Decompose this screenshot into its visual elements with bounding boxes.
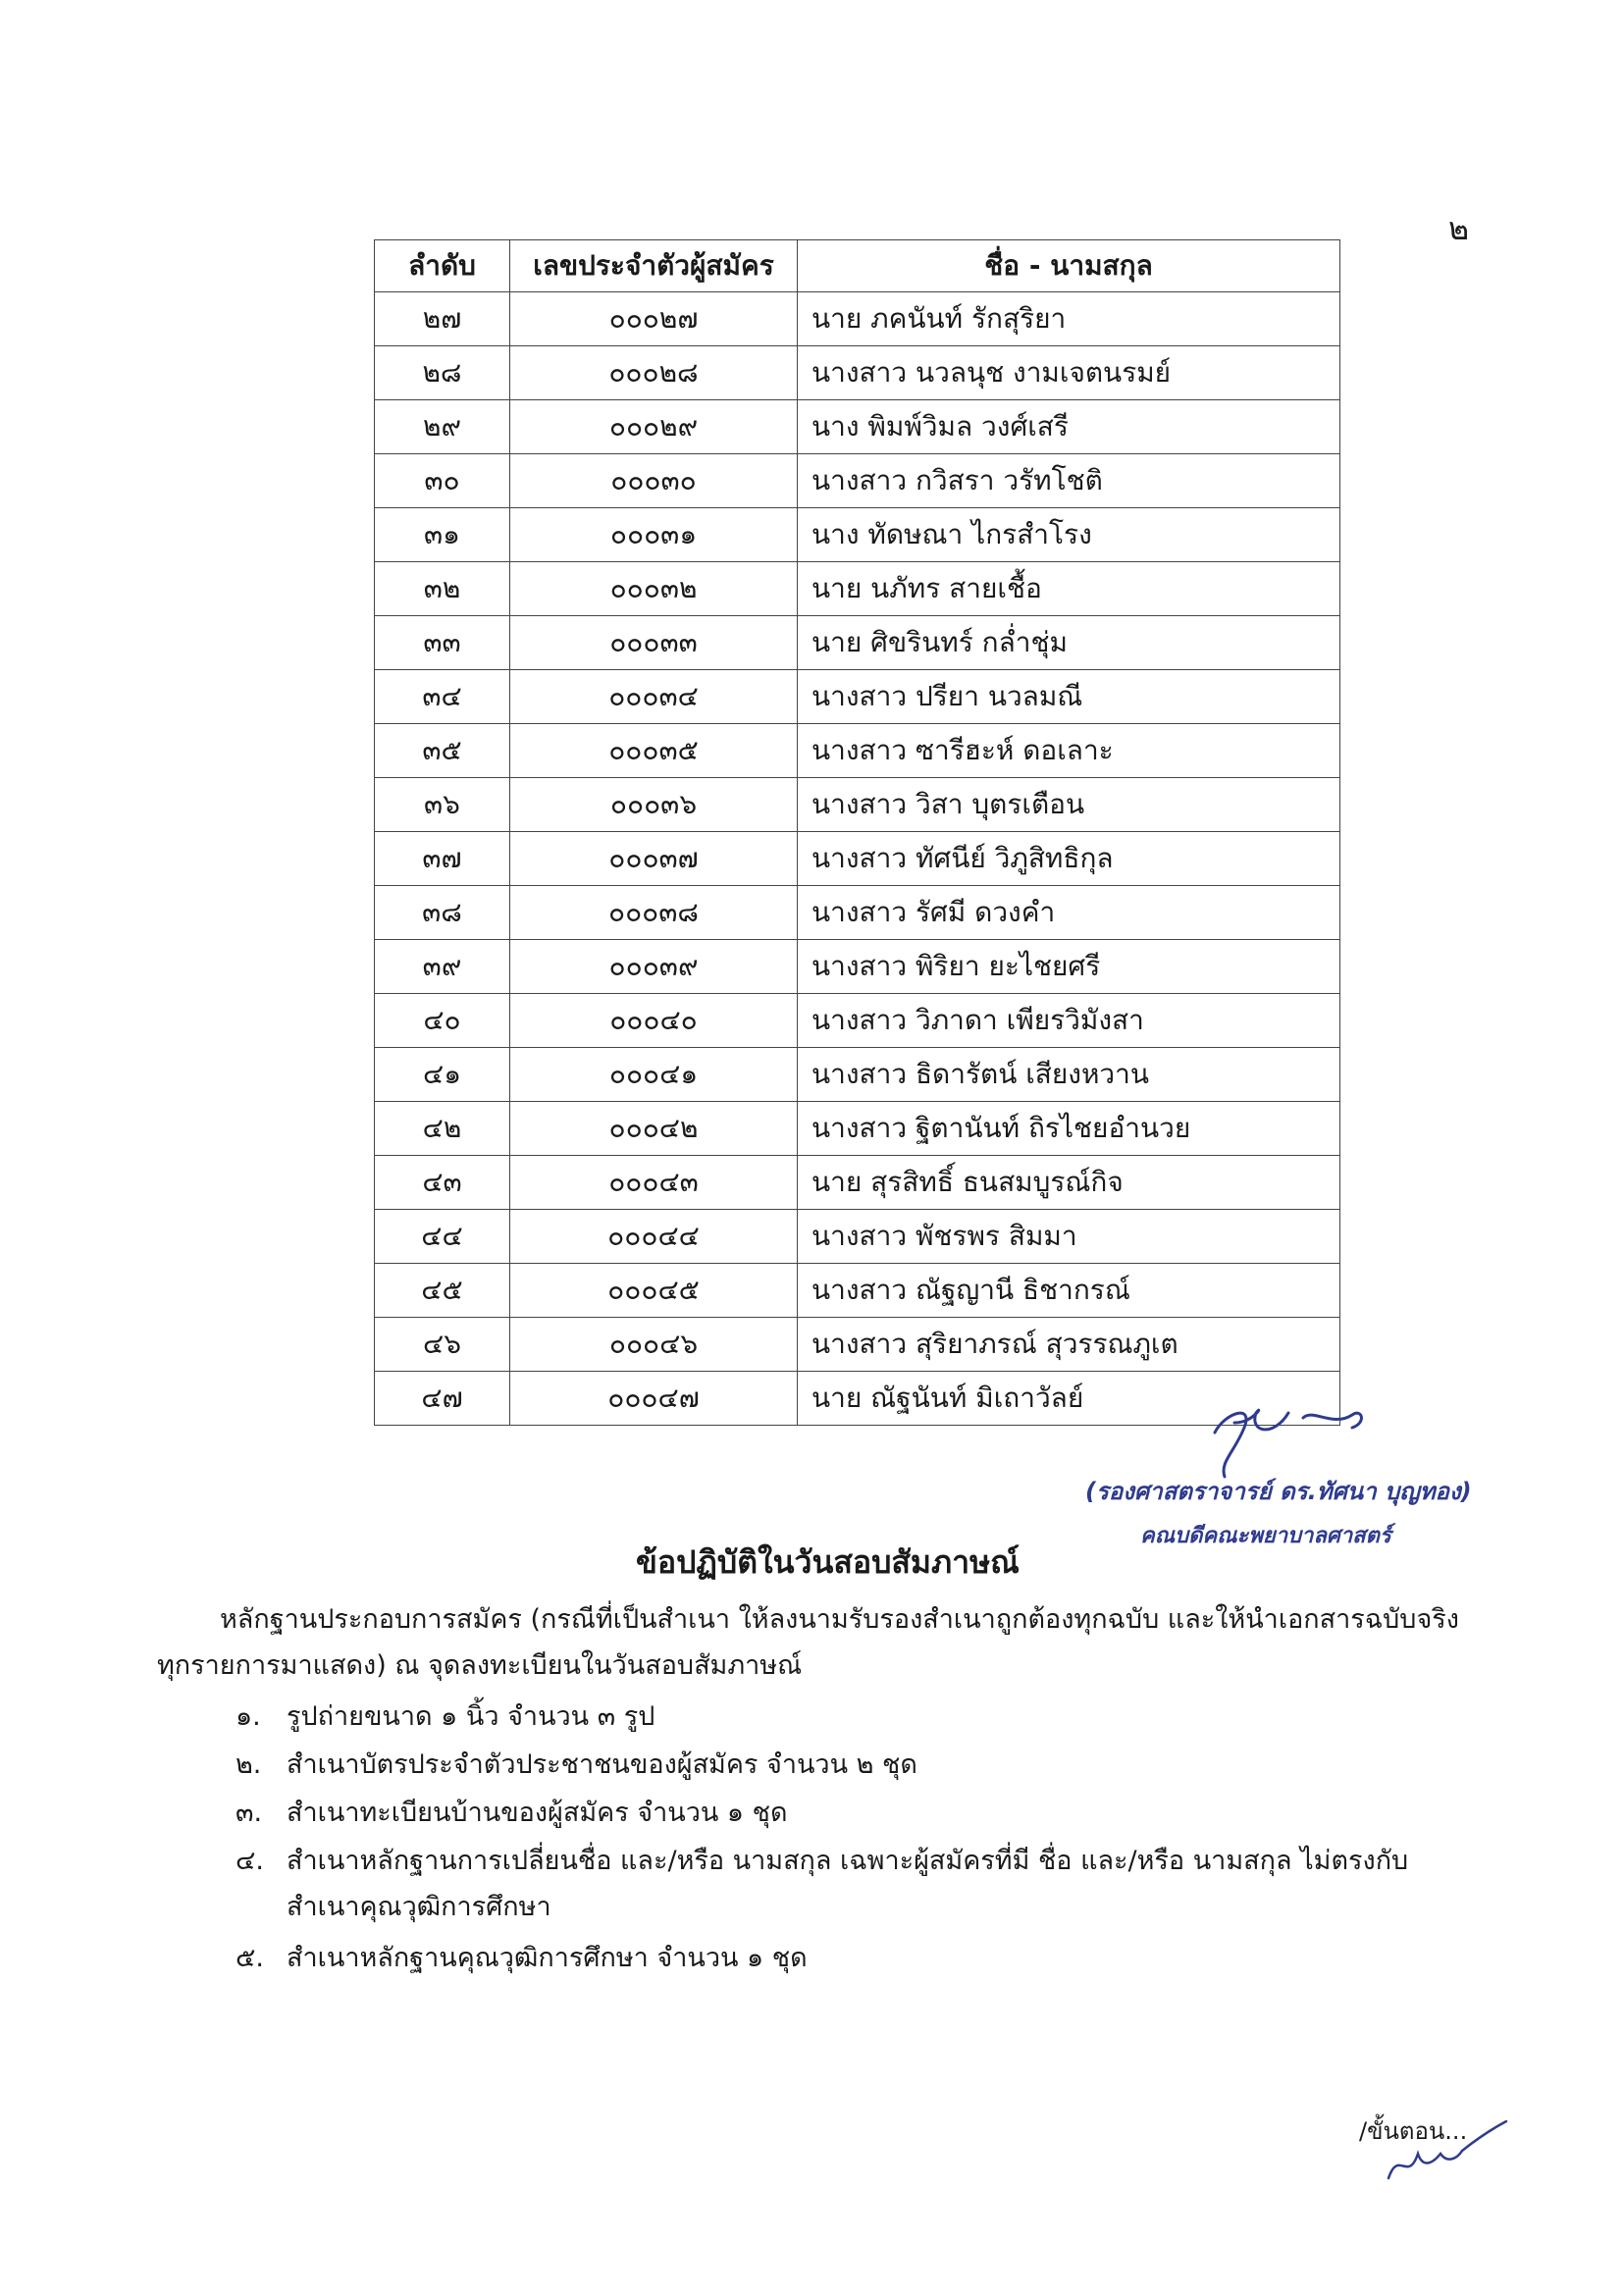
signer-name: (รองศาสตราจารย์ ดร.ทัศนา บุญทอง) <box>1085 1478 1472 1505</box>
requirement-text: สำเนาหลักฐานคุณวุฒิการศึกษา จำนวน ๑ ชุด <box>287 1943 808 1973</box>
requirement-number: ๓. <box>236 1798 263 1828</box>
cell-order: ๓๒ <box>375 562 510 616</box>
table-row <box>375 1102 1340 1156</box>
table-row <box>375 886 1340 940</box>
signature-initial <box>1384 2110 1511 2188</box>
intro-paragraph-line1: หลักฐานประกอบการสมัคร (กรณีที่เป็นสำเนา ให้ลงนามรับรองสำเนาถูกต้องทุกฉบับ และให้นำเอกสารฉบับจริง <box>220 1604 1459 1635</box>
cell-order: ๔๐ <box>375 994 510 1048</box>
header-full-name: ชื่อ - นามสกุล <box>798 240 1340 292</box>
cell-order: ๔๒ <box>375 1102 510 1156</box>
cell-order: ๔๗ <box>375 1372 510 1426</box>
cell-full-name: นางสาว กวิสรา วรัทโชติ <box>798 454 1340 508</box>
applicant-table <box>374 239 1340 1426</box>
cell-full-name: นางสาว รัศมี ดวงคำ <box>798 886 1340 940</box>
cell-full-name: นางสาว พิริยา ยะไชยศรี <box>798 940 1340 994</box>
cell-order: ๓๕ <box>375 724 510 778</box>
cell-order: ๔๕ <box>375 1264 510 1318</box>
cell-full-name: นาย ณัฐนันท์ มิเถาวัลย์ <box>798 1372 1340 1426</box>
intro-paragraph-line2: ทุกรายการมาแสดง) ณ จุดลงทะเบียนในวันสอบสัมภาษณ์ <box>157 1650 803 1681</box>
cell-full-name: นางสาว ฐิตานันท์ ถิรไชยอำนวย <box>798 1102 1340 1156</box>
table-row <box>375 940 1340 994</box>
cell-order: ๒๗ <box>375 292 510 346</box>
cell-order: ๓๓ <box>375 616 510 670</box>
requirement-text: สำเนาทะเบียนบ้านของผู้สมัคร จำนวน ๑ ชุด <box>287 1798 788 1828</box>
cell-full-name: นาย ศิขรินทร์ กล่ำชุ่ม <box>798 616 1340 670</box>
requirement-text: สำเนาบัตรประจำตัวประชาชนของผู้สมัคร จำนวน ๒ ชุด <box>287 1749 917 1780</box>
cell-full-name: นาง พิมพ์วิมล วงศ์เสรี <box>798 400 1340 454</box>
cell-applicant-id: ๐๐๐๔๒ <box>510 1102 798 1156</box>
cell-applicant-id: ๐๐๐๔๖ <box>510 1318 798 1372</box>
cell-applicant-id: ๐๐๐๔๗ <box>510 1372 798 1426</box>
signature-dean <box>1195 1393 1382 1482</box>
cell-full-name: นาย นภัทร สายเชื้อ <box>798 562 1340 616</box>
table-row <box>375 1318 1340 1372</box>
header-order: ลำดับ <box>375 240 510 292</box>
cell-applicant-id: ๐๐๐๔๐ <box>510 994 798 1048</box>
cell-applicant-id: ๐๐๐๓๒ <box>510 562 798 616</box>
cell-full-name: นางสาว สุริยาภรณ์ สุวรรณภูเต <box>798 1318 1340 1372</box>
cell-applicant-id: ๐๐๐๓๓ <box>510 616 798 670</box>
requirement-number: ๕. <box>236 1943 265 1973</box>
cell-full-name: นาย สุรสิทธิ์ ธนสมบูรณ์กิจ <box>798 1156 1340 1210</box>
cell-order: ๔๓ <box>375 1156 510 1210</box>
table-header-row <box>375 240 1340 292</box>
cell-order: ๓๖ <box>375 778 510 832</box>
requirement-text-continued: สำเนาคุณวุฒิการศึกษา <box>287 1892 551 1922</box>
cell-applicant-id: ๐๐๐๓๕ <box>510 724 798 778</box>
table-row <box>375 994 1340 1048</box>
table-row <box>375 1210 1340 1264</box>
table-row <box>375 1156 1340 1210</box>
cell-full-name: นางสาว ณัฐญานี ธิชากรณ์ <box>798 1264 1340 1318</box>
section-title: ข้อปฏิบัติในวันสอบสัมภาษณ์ <box>636 1543 1020 1581</box>
cell-order: ๓๑ <box>375 508 510 562</box>
table-row <box>375 670 1340 724</box>
cell-applicant-id: ๐๐๐๓๘ <box>510 886 798 940</box>
cell-applicant-id: ๐๐๐๔๔ <box>510 1210 798 1264</box>
table-row <box>375 724 1340 778</box>
cell-full-name: นางสาว ปรียา นวลมณี <box>798 670 1340 724</box>
requirement-text: สำเนาหลักฐานการเปลี่ยนชื่อ และ/หรือ นามสกุล เฉพาะผู้สมัครที่มี ชื่อ และ/หรือ นามสกุล ไม่ตรงกับ <box>287 1846 1409 1876</box>
cell-applicant-id: ๐๐๐๒๙ <box>510 400 798 454</box>
table-row <box>375 454 1340 508</box>
cell-full-name: นางสาว พัชรพร สิมมา <box>798 1210 1340 1264</box>
requirement-number: ๑. <box>236 1701 261 1732</box>
cell-order: ๓๗ <box>375 832 510 886</box>
cell-order: ๒๙ <box>375 400 510 454</box>
cell-order: ๓๐ <box>375 454 510 508</box>
cell-full-name: นางสาว ทัศนีย์ วิภูสิทธิกุล <box>798 832 1340 886</box>
cell-full-name: นางสาว วิสา บุตรเตือน <box>798 778 1340 832</box>
cell-applicant-id: ๐๐๐๓๑ <box>510 508 798 562</box>
requirement-text: รูปถ่ายขนาด ๑ นิ้ว จำนวน ๓ รูป <box>287 1701 655 1732</box>
cell-order: ๓๔ <box>375 670 510 724</box>
requirement-number: ๔. <box>236 1846 265 1876</box>
cell-full-name: นางสาว ธิดารัตน์ เสียงหวาน <box>798 1048 1340 1102</box>
table-row <box>375 1048 1340 1102</box>
table-row <box>375 508 1340 562</box>
cell-full-name: นางสาว ซารีฮะห์ ดอเลาะ <box>798 724 1340 778</box>
table-row <box>375 346 1340 400</box>
header-applicant-id: เลขประจำตัวผู้สมัคร <box>510 240 798 292</box>
cell-applicant-id: ๐๐๐๓๐ <box>510 454 798 508</box>
cell-full-name: นาง ทัดษณา ไกรสำโรง <box>798 508 1340 562</box>
cell-order: ๔๔ <box>375 1210 510 1264</box>
table-row <box>375 778 1340 832</box>
cell-order: ๔๖ <box>375 1318 510 1372</box>
table-row <box>375 562 1340 616</box>
table-row <box>375 616 1340 670</box>
table-row <box>375 400 1340 454</box>
cell-order: ๔๑ <box>375 1048 510 1102</box>
cell-full-name: นาย ภคนันท์ รักสุริยา <box>798 292 1340 346</box>
cell-applicant-id: ๐๐๐๒๘ <box>510 346 798 400</box>
page-number: ๒ <box>1448 210 1470 247</box>
table-row <box>375 292 1340 346</box>
requirement-number: ๒. <box>236 1749 262 1780</box>
cell-applicant-id: ๐๐๐๓๖ <box>510 778 798 832</box>
cell-applicant-id: ๐๐๐๒๗ <box>510 292 798 346</box>
cell-applicant-id: ๐๐๐๓๗ <box>510 832 798 886</box>
cell-applicant-id: ๐๐๐๓๔ <box>510 670 798 724</box>
cell-applicant-id: ๐๐๐๔๕ <box>510 1264 798 1318</box>
cell-order: ๓๙ <box>375 940 510 994</box>
cell-applicant-id: ๐๐๐๓๙ <box>510 940 798 994</box>
cell-full-name: นางสาว วิภาดา เพียรวิมังสา <box>798 994 1340 1048</box>
cell-order: ๓๘ <box>375 886 510 940</box>
continuation-label: /ขั้นตอน... <box>1359 2117 1468 2145</box>
cell-applicant-id: ๐๐๐๔๑ <box>510 1048 798 1102</box>
table-row <box>375 1264 1340 1318</box>
cell-applicant-id: ๐๐๐๔๓ <box>510 1156 798 1210</box>
table-row <box>375 832 1340 886</box>
signer-title: คณบดีคณะพยาบาลศาสตร์ <box>1140 1524 1391 1548</box>
cell-order: ๒๘ <box>375 346 510 400</box>
cell-full-name: นางสาว นวลนุช งามเจตนรมย์ <box>798 346 1340 400</box>
